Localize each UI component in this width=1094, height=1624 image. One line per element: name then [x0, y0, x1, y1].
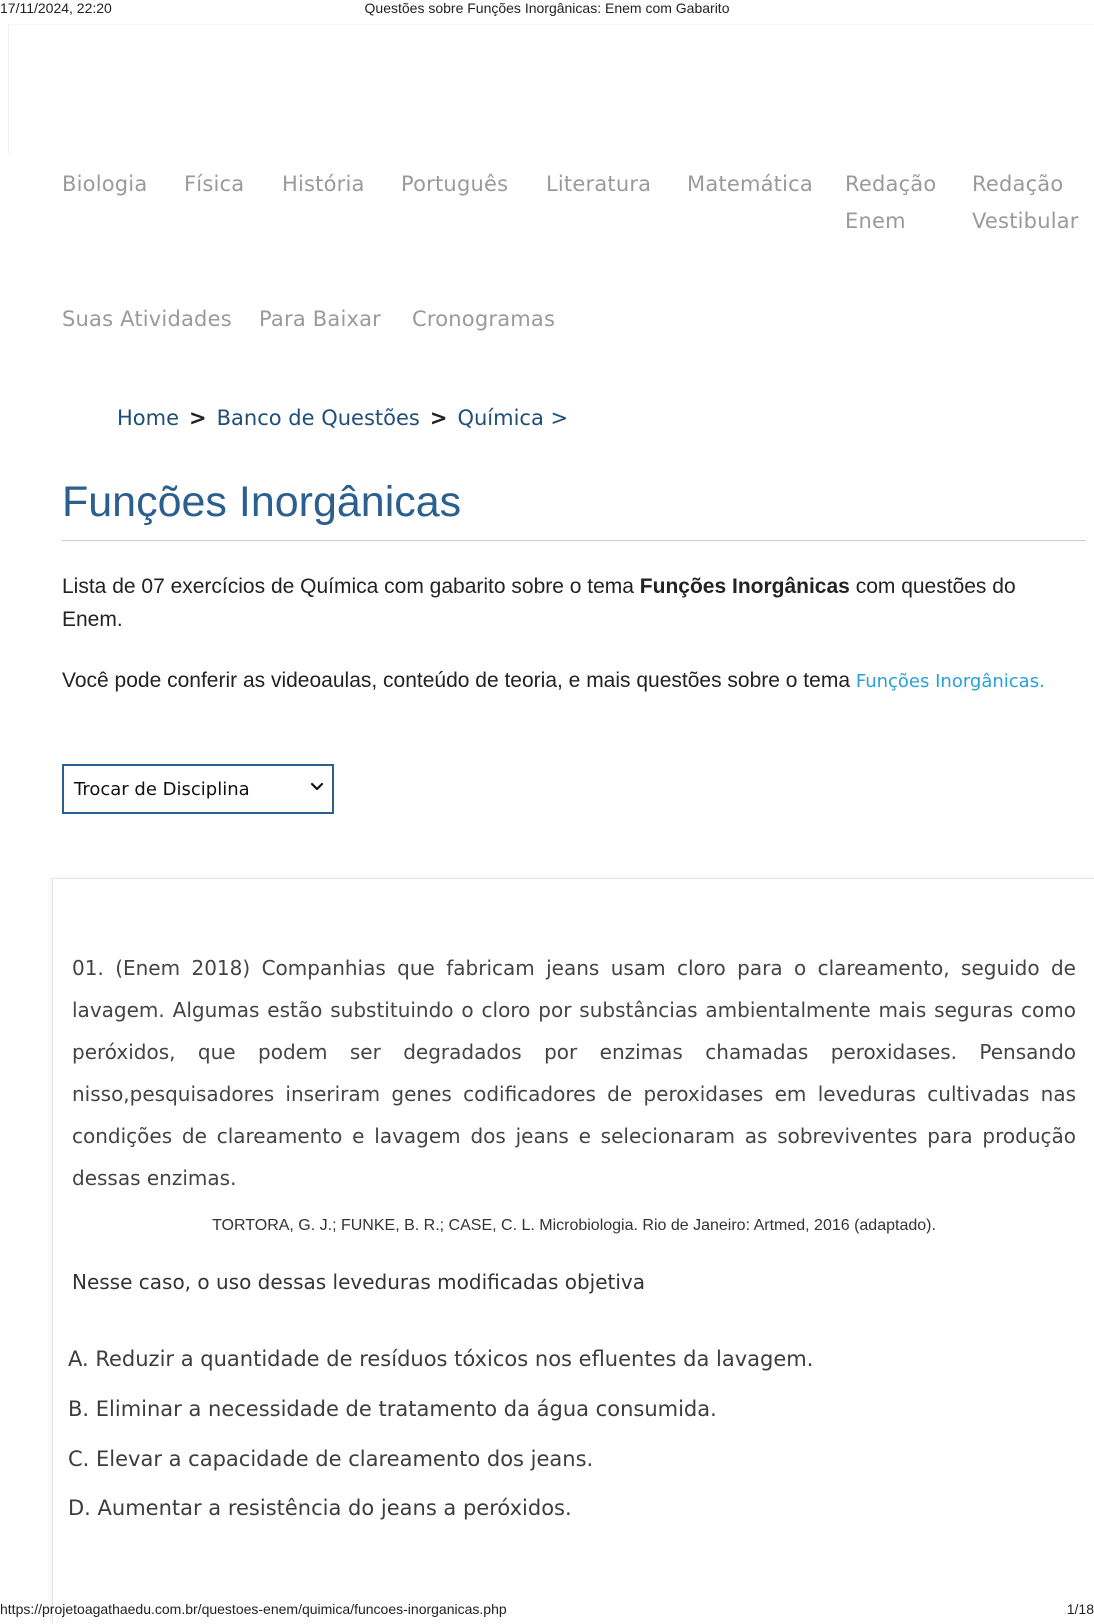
intro-links-paragraph	[62, 663, 1072, 699]
breadcrumb-banco-questoes[interactable]: Banco de Questões	[216, 406, 420, 430]
nav-literatura[interactable]: Literatura	[546, 172, 652, 196]
question-prompt: Nesse caso, o uso dessas leveduras modificadas objetiva	[72, 1270, 646, 1294]
nav-historia[interactable]: História	[282, 172, 365, 196]
nav-para-baixar[interactable]: Para Baixar	[259, 307, 382, 331]
chevron-down-icon	[310, 779, 324, 793]
nav-redacao-enem-line2: Enem	[845, 209, 906, 233]
print-page-number: 1/18	[1066, 1601, 1094, 1617]
answer-option-d[interactable]: D. Aumentar a resistência do jeans a peróxidos.	[68, 1496, 572, 1520]
logo-area	[8, 24, 1094, 153]
print-header	[0, 0, 1094, 18]
intro-topic: Funções Inorgânicas	[639, 575, 850, 598]
answer-option-c[interactable]: C. Elevar a capacidade de clareamento dos jeans.	[68, 1447, 594, 1471]
discipline-select[interactable]	[62, 764, 334, 814]
breadcrumb-separator: >	[189, 406, 207, 430]
nav-biologia[interactable]: Biologia	[62, 172, 148, 196]
nav-redacao-enem[interactable]	[845, 166, 936, 240]
answer-option-a[interactable]: A. Reduzir a quantidade de resíduos tóxicos nos efluentes da lavagem.	[68, 1347, 814, 1371]
nav-redacao-vestibular-line2: Vestibular	[972, 209, 1079, 233]
nav-redacao-enem-line1: Redação	[845, 172, 937, 196]
intro-text-2: com questões do Enem.	[62, 575, 1016, 631]
discipline-select-value: Trocar de Disciplina	[74, 779, 250, 800]
nav-redacao-vestibular-line1: Redação	[972, 172, 1064, 196]
topic-link[interactable]: Funções Inorgânicas.	[855, 671, 1045, 692]
nav-redacao-vestibular[interactable]	[972, 166, 1079, 240]
intro-text-1: Lista de 07 exercícios de Química com gabarito sobre o tema	[62, 575, 640, 598]
nav-suas-atividades[interactable]: Suas Atividades	[62, 307, 232, 331]
question-text: 01. (Enem 2018) Companhias que fabricam jeans usam cloro para o clareamento, seguido de lavagem. Algumas estão substituindo o cloro por substâncias ambientalmente mais seguras como peróxidos, que podem ser degradados por enzimas chamadas peroxidases. Pensando nisso,pesquisadores inseriram genes codificadores de peroxidases em leveduras cultivadas nas condições de clareamento e lavagem dos jeans e selecionaram as sobreviventes para produção dessas enzimas.	[72, 956, 1076, 1190]
breadcrumb-home[interactable]: Home	[117, 406, 180, 430]
nav-portugues[interactable]: Português	[401, 172, 509, 196]
print-document-title: Questões sobre Funções Inorgânicas: Enem com Gabarito	[364, 0, 730, 16]
intro-links-text: Você pode conferir as videoaulas, conteúdo de teoria, e mais questões sobre o tema	[62, 669, 856, 692]
question-citation: TORTORA, G. J.; FUNKE, B. R.; CASE, C. L. Microbiologia. Rio de Janeiro: Artmed, 2016 (adaptado).	[212, 1217, 936, 1234]
breadcrumb-quimica[interactable]: Química >	[457, 406, 569, 430]
print-datetime: 17/11/2024, 22:20	[0, 0, 112, 16]
answer-option-b[interactable]: B. Eliminar a necessidade de tratamento da água consumida.	[68, 1397, 717, 1421]
page-title: Funções Inorgânicas	[62, 478, 462, 526]
print-url: https://projetoagathaedu.com.br/questoes-enem/quimica/funcoes-inorganicas.php	[0, 1601, 507, 1617]
nav-matematica[interactable]: Matemática	[687, 172, 813, 196]
intro-paragraph	[62, 570, 1072, 636]
title-divider	[62, 540, 1086, 541]
nav-fisica[interactable]: Física	[184, 172, 245, 196]
breadcrumb	[117, 406, 568, 430]
nav-cronogramas[interactable]: Cronogramas	[412, 307, 556, 331]
breadcrumb-separator: >	[429, 406, 448, 430]
